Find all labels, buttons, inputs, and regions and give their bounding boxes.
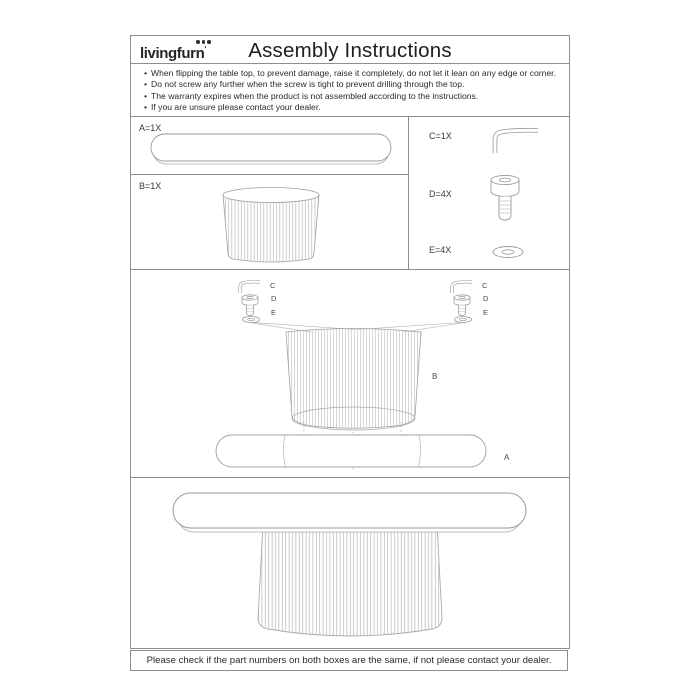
table-top-illustration: [131, 117, 408, 174]
warnings-list: [131, 64, 569, 114]
warnings-box: [131, 63, 569, 116]
parts-grid: [131, 116, 569, 269]
allen-key-icon: [240, 282, 260, 293]
part-a-label: A=1X: [139, 123, 162, 133]
part-d-label: D=4X: [429, 189, 452, 199]
washer-icon: [493, 247, 523, 258]
warning-item: • When flipping the table top, to prevent damage, raise it completely, do not let it lean on any edge or corner.: [144, 68, 565, 79]
assembled-table-view: [131, 477, 569, 648]
instruction-sheet: [130, 35, 570, 649]
bolt-icon: [491, 175, 519, 220]
allen-key-icon: [452, 282, 472, 293]
assembly-diagram: [131, 269, 569, 477]
label-top-a: A: [504, 453, 510, 462]
part-b-cell: [131, 174, 409, 270]
callout-d: D: [271, 294, 277, 303]
bolt-icon: [242, 295, 258, 316]
pedestal-base-exploded: [286, 329, 421, 431]
exploded-view-drawing: [131, 270, 569, 477]
part-c-label: C=1X: [429, 131, 452, 141]
logo-trademark: ': [204, 45, 206, 54]
label-base-b: B: [432, 372, 438, 381]
callout-c: C: [270, 281, 276, 290]
washer-icon: [455, 317, 472, 323]
warning-item: • The warranty expires when the product is not assembled according to the instructions.: [144, 91, 565, 102]
logo-text: livingfurn: [140, 45, 205, 62]
callout-d: D: [483, 294, 489, 303]
allen-key-icon: [495, 130, 538, 153]
callout-e: E: [483, 308, 489, 317]
warning-item: • Do not screw any further when the screw is tight to prevent drilling through the top.: [144, 79, 565, 90]
pedestal-base-illustration: [131, 175, 408, 269]
washer-icon: [243, 317, 260, 323]
assembled-table-drawing: [131, 478, 569, 648]
callout-e: E: [271, 308, 277, 317]
table-top-exploded: [216, 435, 486, 467]
table-top-assembled: [173, 493, 526, 532]
part-b-label: B=1X: [139, 181, 162, 191]
hardware-stack-right: [358, 281, 489, 332]
page-title: Assembly Instructions: [248, 39, 452, 62]
part-a-cell: [131, 117, 409, 174]
footer-note: Please check if the part numbers on both boxes are the same, if not please contact your dealer.: [130, 650, 568, 671]
callout-c: C: [482, 281, 488, 290]
warning-item: • If you are unsure please contact your dealer.: [144, 102, 565, 113]
pedestal-base-assembled: [258, 524, 442, 636]
bolt-icon: [454, 295, 470, 316]
hardware-stack-left: [240, 281, 356, 332]
hardware-cell: [409, 117, 569, 269]
part-e-label: E=4X: [429, 245, 452, 255]
header: [131, 36, 569, 63]
